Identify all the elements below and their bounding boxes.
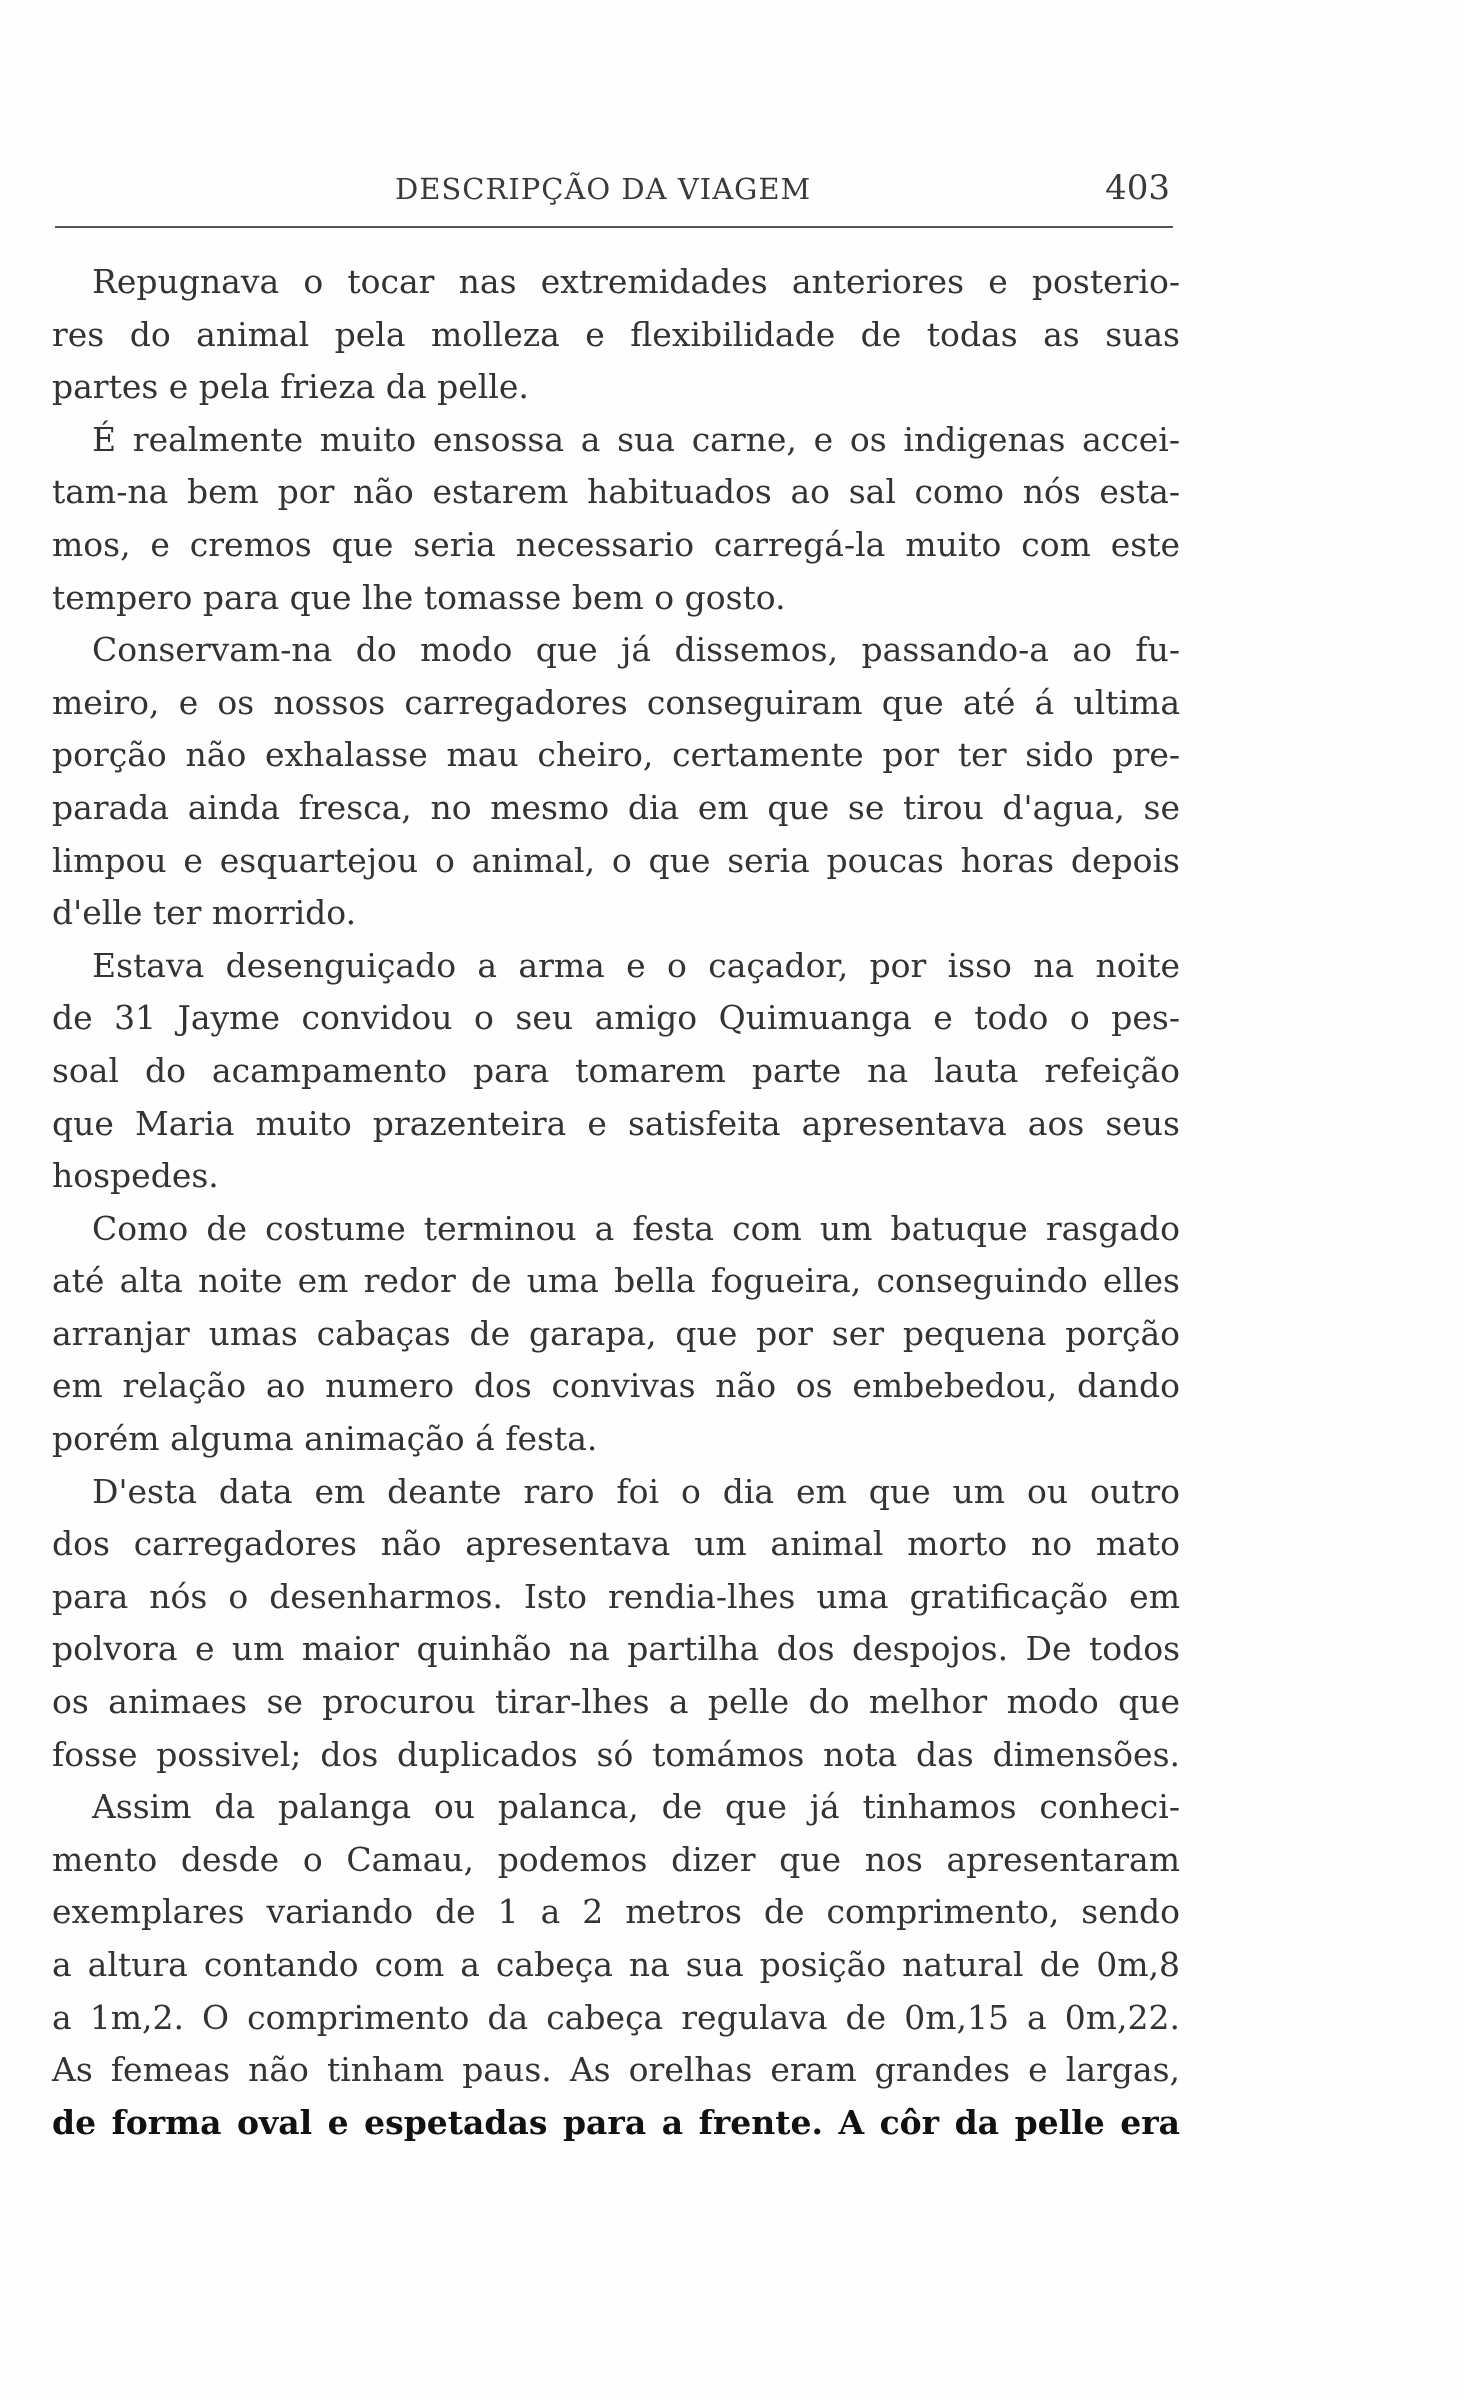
text-line: d'elle ter morrido. bbox=[52, 893, 357, 933]
text-line: D'esta data em deante raro foi o dia em que um ou outro bbox=[92, 1471, 1180, 1511]
text-line: fosse possivel; dos duplicados só tomámos nota das dimensões. bbox=[52, 1734, 1180, 1774]
text-line: que Maria muito prazenteira e satisfeita apresentava aos seus bbox=[52, 1103, 1180, 1143]
text-line: de forma oval e espetadas para a frente. A côr da pelle era bbox=[52, 2102, 1180, 2142]
text-line: partes e pela frieza da pelle. bbox=[52, 367, 529, 407]
text-line: É realmente muito ensossa a sua carne, e os indigenas accei- bbox=[92, 419, 1180, 459]
text-line: até alta noite em redor de uma bella fogueira, conseguindo elles bbox=[52, 1261, 1180, 1301]
text-line: exemplares variando de 1 a 2 metros de comprimento, sendo bbox=[52, 1892, 1180, 1932]
running-head bbox=[55, 168, 1170, 216]
text-line: res do animal pela molleza e flexibilidade de todas as suas bbox=[52, 314, 1180, 354]
text-line: para nós o desenharmos. Isto rendia-lhes uma gratificação em bbox=[52, 1576, 1180, 1616]
text-line: dos carregadores não apresentava um animal morto no mato bbox=[52, 1524, 1180, 1564]
text-line: soal do acampamento para tomarem parte na lauta refeição bbox=[52, 1050, 1180, 1090]
text-line: Conservam-na do modo que já dissemos, passando-a ao fu- bbox=[92, 630, 1180, 670]
header-rule bbox=[55, 226, 1173, 228]
text-line: polvora e um maior quinhão na partilha dos despojos. De todos bbox=[52, 1629, 1180, 1669]
page-number: 403 bbox=[1105, 168, 1170, 208]
running-title: DESCRIPÇÃO DA VIAGEM bbox=[395, 172, 812, 206]
text-line: arranjar umas cabaças de garapa, que por ser pequena porção bbox=[52, 1313, 1180, 1353]
text-line: Como de costume terminou a festa com um batuque rasgado bbox=[92, 1208, 1180, 1248]
text-line: a altura contando com a cabeça na sua posição natural de 0m,8 bbox=[52, 1945, 1180, 1984]
text-line: Repugnava o tocar nas extremidades anteriores e posterio- bbox=[92, 262, 1180, 301]
text-line: As femeas não tinham paus. As orelhas eram grandes e largas, bbox=[52, 2050, 1180, 2090]
body-text bbox=[52, 256, 1180, 2149]
text-line: meiro, e os nossos carregadores conseguiram que até á ultima bbox=[52, 682, 1180, 722]
text-line: mento desde o Camau, podemos dizer que nos apresentaram bbox=[52, 1839, 1180, 1879]
text-line: em relação ao numero dos convivas não os embebedou, dando bbox=[52, 1366, 1180, 1406]
text-line: tempero para que lhe tomasse bem o gosto. bbox=[52, 577, 786, 617]
text-line: porém alguma animação á festa. bbox=[52, 1419, 598, 1459]
text-line: mos, e cremos que seria necessario carregá-la muito com este bbox=[52, 524, 1180, 564]
text-line: Estava desenguiçado a arma e o caçador, por isso na noite bbox=[92, 945, 1180, 985]
text-line: Assim da palanga ou palanca, de que já tinhamos conheci- bbox=[92, 1787, 1180, 1827]
text-line: de 31 Jayme convidou o seu amigo Quimuanga e todo o pes- bbox=[52, 998, 1180, 1038]
text-line: parada ainda fresca, no mesmo dia em que se tirou d'agua, se bbox=[52, 787, 1180, 827]
text-line: tam-na bem por não estarem habituados ao sal como nós esta- bbox=[52, 472, 1180, 512]
text-line: hospedes. bbox=[52, 1156, 219, 1196]
text-line: a 1m,2. O comprimento da cabeça regulava de 0m,15 a 0m,22. bbox=[52, 1997, 1180, 2037]
text-line: limpou e esquartejou o animal, o que seria poucas horas depois bbox=[52, 840, 1180, 880]
text-line: os animaes se procurou tirar-lhes a pelle do melhor modo que bbox=[52, 1682, 1180, 1722]
text-line: porção não exhalasse mau cheiro, certamente por ter sido pre- bbox=[52, 735, 1180, 775]
